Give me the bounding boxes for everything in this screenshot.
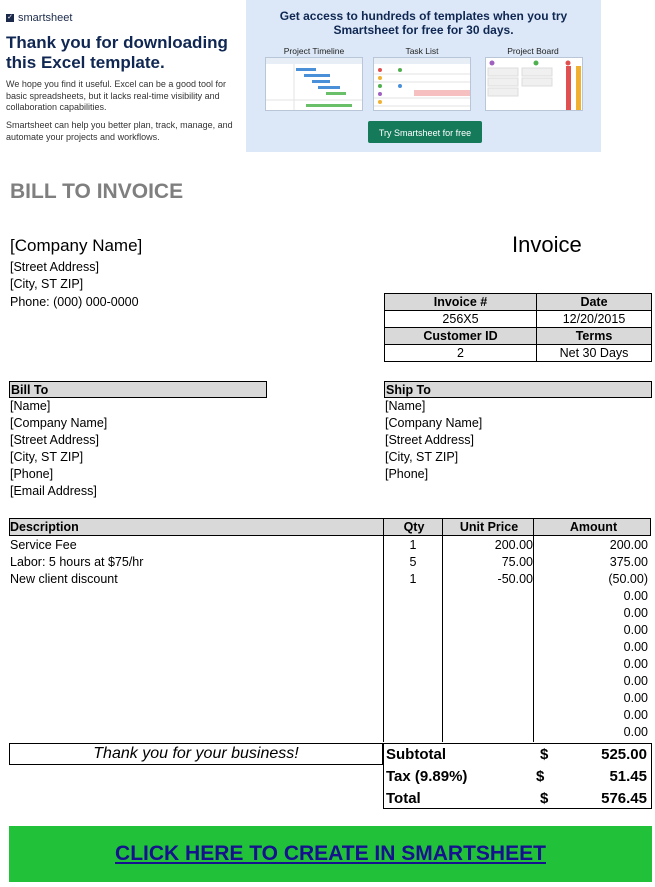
item-amount[interactable]: 375.00 — [609, 555, 648, 569]
item-unit-price[interactable] — [443, 639, 533, 656]
invoice-number-value[interactable]: 256X5 — [385, 311, 537, 328]
terms-value[interactable]: Net 30 Days — [537, 345, 652, 362]
street-address: [Street Address] — [10, 260, 99, 274]
banner-blurb-2: Smartsheet can help you better plan, track, manage, and automate your projects and workflows. — [6, 120, 233, 142]
item-amount[interactable]: 0.00 — [623, 657, 648, 671]
invoice-heading: Invoice — [512, 232, 582, 257]
item-unit-price[interactable]: 200.00 — [494, 538, 533, 552]
qty-header: Qty — [403, 520, 425, 534]
timeline-preview — [266, 58, 363, 111]
item-amount[interactable]: 0.00 — [623, 623, 648, 637]
item-unit-price[interactable] — [443, 588, 533, 605]
subtotal-label: Subtotal — [386, 746, 446, 763]
item-amount[interactable]: 0.00 — [623, 606, 648, 620]
bill-to-street[interactable]: [Street Address] — [10, 433, 99, 447]
item-qty[interactable] — [384, 707, 442, 724]
item-unit-price[interactable]: 75.00 — [501, 555, 533, 569]
invoice-meta-table — [384, 293, 652, 362]
item-qty[interactable] — [384, 622, 442, 639]
item-description[interactable]: Labor: 5 hours at $75/hr — [10, 555, 144, 569]
item-unit-price[interactable]: -50.00 — [497, 572, 533, 586]
thumb-label-project-board: Project Board — [507, 46, 559, 56]
item-description[interactable] — [10, 656, 380, 673]
item-description[interactable] — [10, 673, 380, 690]
thumb-label-task-list: Task List — [405, 46, 439, 56]
smartsheet-logo[interactable] — [6, 12, 72, 24]
item-amount[interactable]: 0.00 — [623, 691, 648, 705]
task-list-thumbnail — [373, 57, 471, 111]
total-value: 576.45 — [601, 790, 647, 807]
item-amount[interactable]: 0.00 — [623, 640, 648, 654]
tax-label: Tax (9.89%) — [386, 768, 468, 785]
item-unit-price[interactable] — [443, 673, 533, 690]
description-header: Description — [10, 520, 79, 534]
ship-to-company[interactable]: [Company Name] — [385, 416, 483, 430]
smartsheet-logo-icon: ✓ — [7, 14, 13, 21]
thank-you-note: Thank you for your business! — [9, 743, 383, 765]
item-qty[interactable] — [384, 656, 442, 673]
thumb-label-project-timeline: Project Timeline — [283, 46, 345, 56]
banner-blurb: We hope you find it useful. Excel can be a good tool for basic spreadsheets, but it lacks real-time visibility and collaboration capabilities. — [6, 79, 226, 112]
total-label: Total — [386, 790, 421, 807]
task-list-preview — [374, 58, 471, 111]
item-description[interactable] — [10, 588, 380, 605]
tax-currency: $ — [536, 768, 545, 785]
ship-to-header: Ship To — [384, 381, 652, 398]
bill-to-header: Bill To — [9, 381, 267, 398]
item-amount[interactable]: 0.00 — [623, 725, 648, 739]
item-qty[interactable] — [384, 724, 442, 741]
date-value[interactable]: 12/20/2015 — [537, 311, 652, 328]
board-preview — [486, 58, 583, 111]
bill-to-section — [9, 381, 267, 500]
item-unit-price[interactable] — [443, 690, 533, 707]
total-currency: $ — [540, 790, 549, 807]
city-state-zip: [City, ST ZIP] — [10, 277, 84, 291]
item-amount[interactable]: (50.00) — [608, 572, 648, 586]
item-qty[interactable] — [384, 673, 442, 690]
bill-to-company[interactable]: [Company Name] — [10, 416, 108, 430]
item-amount[interactable]: 0.00 — [623, 708, 648, 722]
company-name: [Company Name] — [10, 236, 143, 255]
unit-price-header: Unit Price — [459, 520, 519, 534]
item-description[interactable] — [10, 690, 380, 707]
create-in-smartsheet-link[interactable]: CLICK HERE TO CREATE IN SMARTSHEET — [115, 842, 546, 865]
tax-value: 51.45 — [609, 768, 647, 785]
try-smartsheet-button[interactable]: Try Smartsheet for free — [368, 121, 482, 143]
item-description[interactable] — [10, 724, 380, 741]
bill-to-name[interactable]: [Name] — [10, 399, 51, 413]
create-in-smartsheet-banner[interactable] — [9, 826, 652, 882]
item-qty[interactable]: 1 — [409, 538, 417, 552]
terms-label: Terms — [537, 328, 652, 345]
total-row — [384, 788, 651, 810]
brand-name: smartsheet — [18, 12, 73, 24]
ship-to-name[interactable]: [Name] — [385, 399, 426, 413]
item-description[interactable] — [10, 622, 380, 639]
item-qty[interactable]: 1 — [409, 572, 417, 586]
promo-banner-right[interactable] — [246, 0, 601, 152]
item-unit-price[interactable] — [443, 605, 533, 622]
ship-to-phone[interactable]: [Phone] — [385, 467, 429, 481]
promo-banner-left — [0, 0, 240, 152]
bill-to-phone[interactable]: [Phone] — [10, 467, 54, 481]
promo-title: Get access to hundreds of templates when you try Smartsheet for free for 30 days. — [279, 9, 568, 37]
item-qty[interactable] — [384, 690, 442, 707]
item-unit-price[interactable] — [443, 707, 533, 724]
item-description[interactable]: Service Fee — [10, 538, 77, 552]
totals-box — [383, 743, 652, 809]
date-label: Date — [537, 294, 652, 311]
item-unit-price[interactable] — [443, 724, 533, 741]
customer-id-label: Customer ID — [385, 328, 537, 345]
item-description[interactable] — [10, 707, 380, 724]
bill-to-email[interactable]: [Email Address] — [10, 484, 97, 498]
item-qty[interactable] — [384, 588, 442, 605]
invoice-number-label: Invoice # — [385, 294, 537, 311]
subtotal-currency: $ — [540, 746, 549, 763]
line-items-table — [9, 518, 651, 742]
item-qty[interactable]: 5 — [409, 555, 417, 569]
items-header-row — [9, 518, 651, 536]
amount-header: Amount — [569, 520, 618, 534]
item-unit-price[interactable] — [443, 656, 533, 673]
item-description[interactable] — [10, 639, 380, 656]
customer-id-value[interactable]: 2 — [385, 345, 537, 362]
phone: Phone: (000) 000-0000 — [10, 295, 139, 309]
item-qty[interactable] — [384, 605, 442, 622]
subtotal-value: 525.00 — [601, 746, 647, 763]
item-amount[interactable]: 0.00 — [623, 674, 648, 688]
ship-to-street[interactable]: [Street Address] — [385, 433, 474, 447]
item-description[interactable] — [10, 605, 380, 622]
ship-to-city[interactable]: [City, ST ZIP] — [385, 450, 459, 464]
tax-row — [384, 766, 651, 788]
item-description[interactable]: New client discount — [10, 572, 118, 586]
ship-to-section — [384, 381, 652, 483]
project-timeline-thumbnail — [265, 57, 363, 111]
subtotal-row — [384, 744, 651, 766]
banner-headline: Thank you for downloading this Excel template. — [6, 33, 228, 72]
item-amount[interactable]: 200.00 — [609, 538, 648, 552]
item-qty[interactable] — [384, 639, 442, 656]
project-board-thumbnail — [485, 57, 583, 111]
page-title: BILL TO INVOICE — [10, 180, 184, 203]
item-amount[interactable]: 0.00 — [623, 589, 648, 603]
item-unit-price[interactable] — [443, 622, 533, 639]
bill-to-city[interactable]: [City, ST ZIP] — [10, 450, 84, 464]
